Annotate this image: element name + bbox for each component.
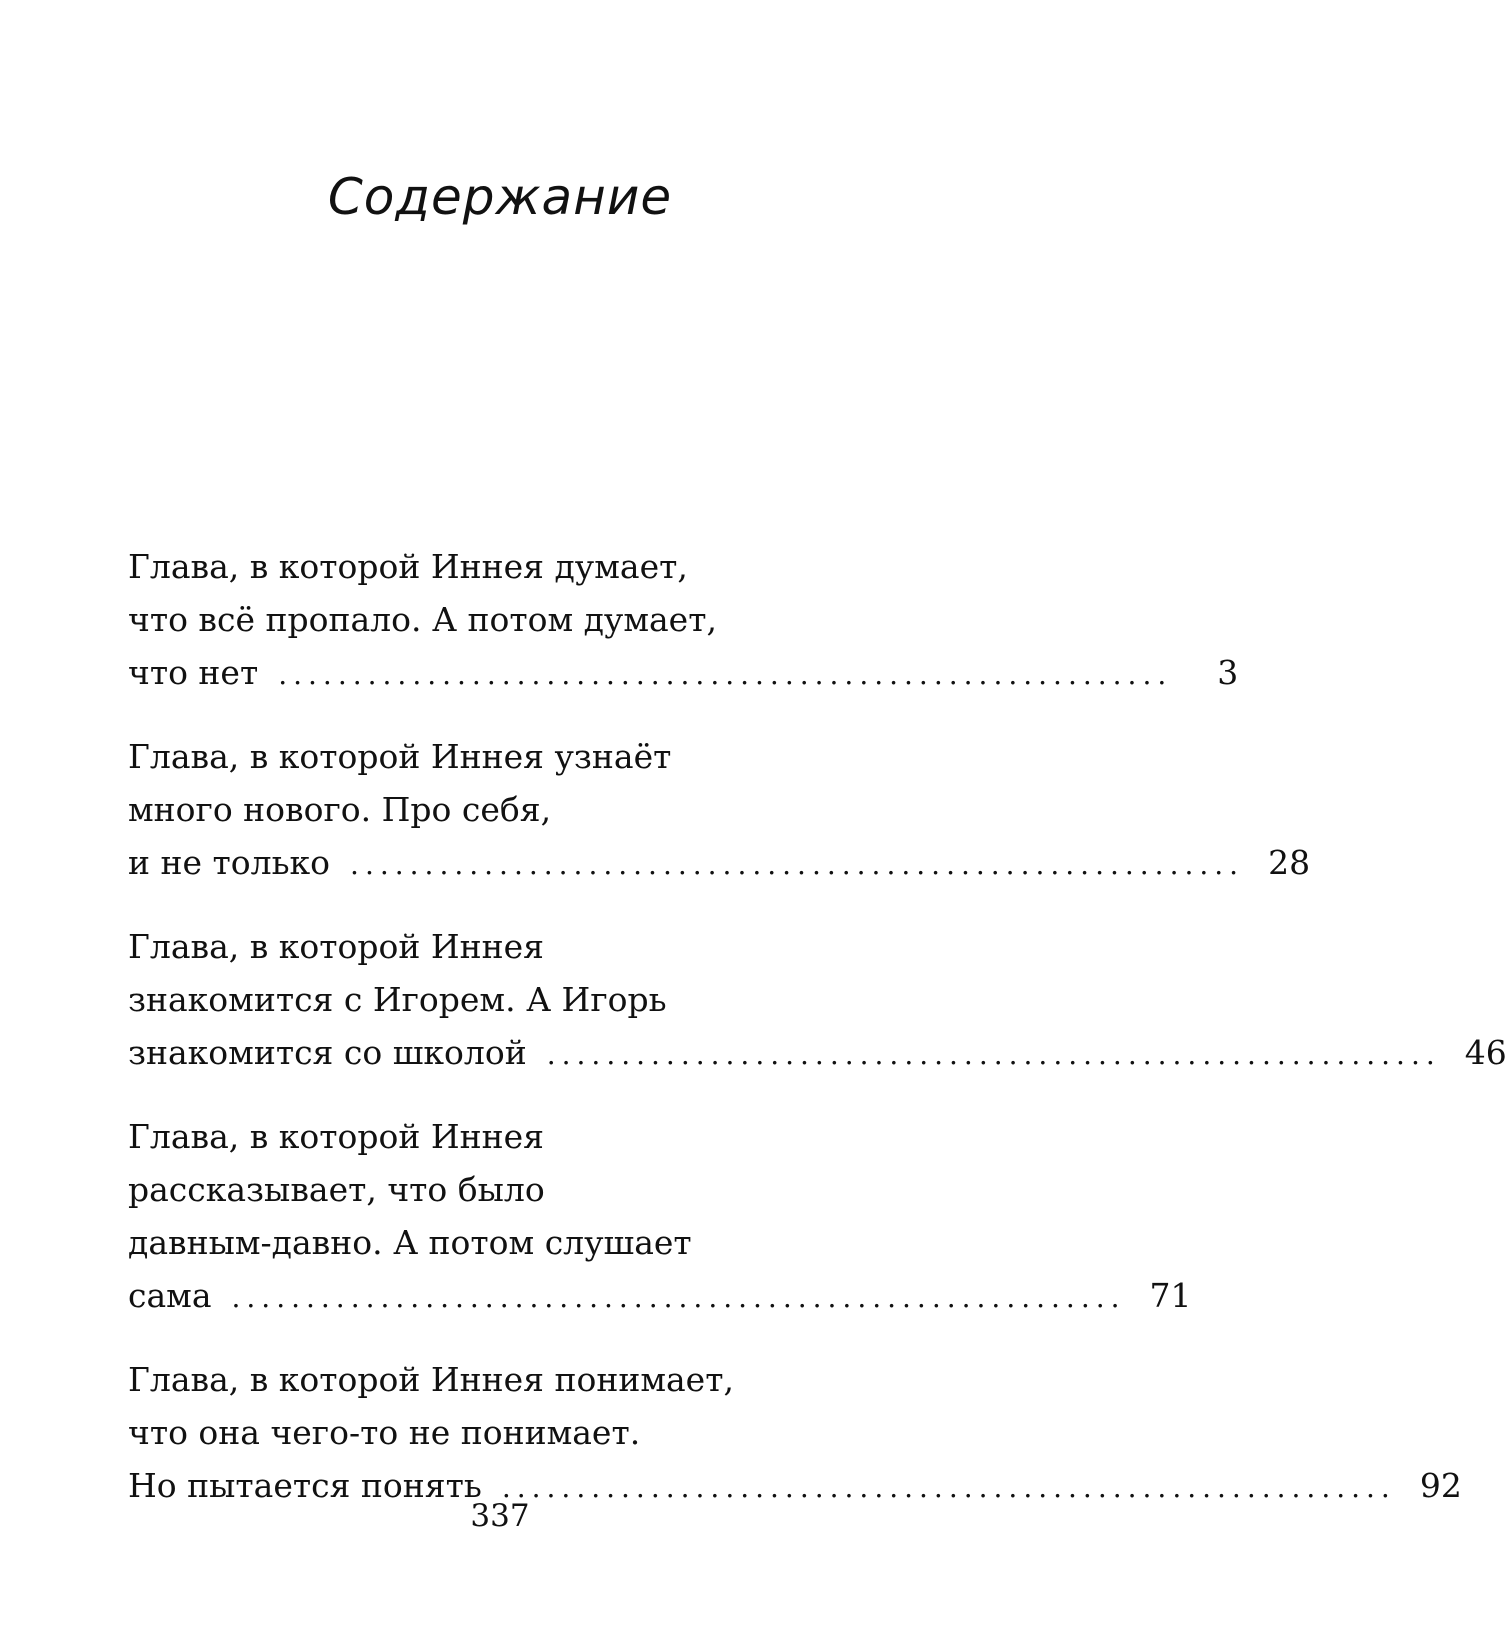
toc-entry-line: много нового. Про себя, [128,790,552,829]
toc-entry-line: давным-давно. А потом слушает [128,1223,692,1262]
page-number: 337 [470,1498,530,1534]
toc-entry [128,920,1507,1079]
dot-leader: ............................................................ [501,1471,1396,1504]
toc-entry-line: что она чего-то не понимает. [128,1413,641,1452]
dot-leader: ............................................................ [546,1038,1441,1071]
toc-entry-line: Глава, в которой Иннея понимает, [128,1360,734,1399]
toc-entry-line: знакомится с Игорем. А Игорь [128,980,667,1019]
toc-entry-line: Глава, в которой Иннея [128,927,544,966]
toc-entry-line: сама [128,1276,212,1315]
toc-entry [128,730,1311,889]
toc-entry [128,540,1239,699]
toc-page-number: 46 [1464,1033,1507,1072]
toc-entry-last-line [128,646,1239,699]
toc-page-number: 71 [1149,1276,1192,1315]
toc-page-number: 3 [1217,653,1239,692]
toc-entry-last-line [128,836,1311,889]
toc-entry-line: рассказывает, что было [128,1170,545,1209]
dot-leader: ............................................................ [350,848,1245,881]
toc-entry-line: Глава, в которой Иннея [128,1117,544,1156]
toc-entry-line: Глава, в которой Иннея узнаёт [128,737,672,776]
toc-entry-last-line [128,1026,1507,1079]
dot-leader: ............................................................ [278,658,1173,691]
toc-entry-last-line [128,1269,1192,1322]
toc-entry-line: что всё пропало. А потом думает, [128,600,717,639]
toc-entry-line: что нет [128,653,259,692]
dot-leader: ............................................................ [231,1281,1126,1314]
toc-entry-line: Но пытается понять [128,1466,482,1505]
toc-entry-line: знакомится со школой [128,1033,527,1072]
toc-entry-line: и не только [128,843,331,882]
page-title: Содержание [327,168,673,226]
toc-entry-line: Глава, в которой Иннея думает, [128,547,688,586]
toc-page-number: 92 [1419,1466,1462,1505]
toc-entry [128,1110,1192,1322]
table-of-contents [128,540,1507,1543]
toc-page-number: 28 [1268,843,1311,882]
toc-entry [128,1353,1462,1512]
